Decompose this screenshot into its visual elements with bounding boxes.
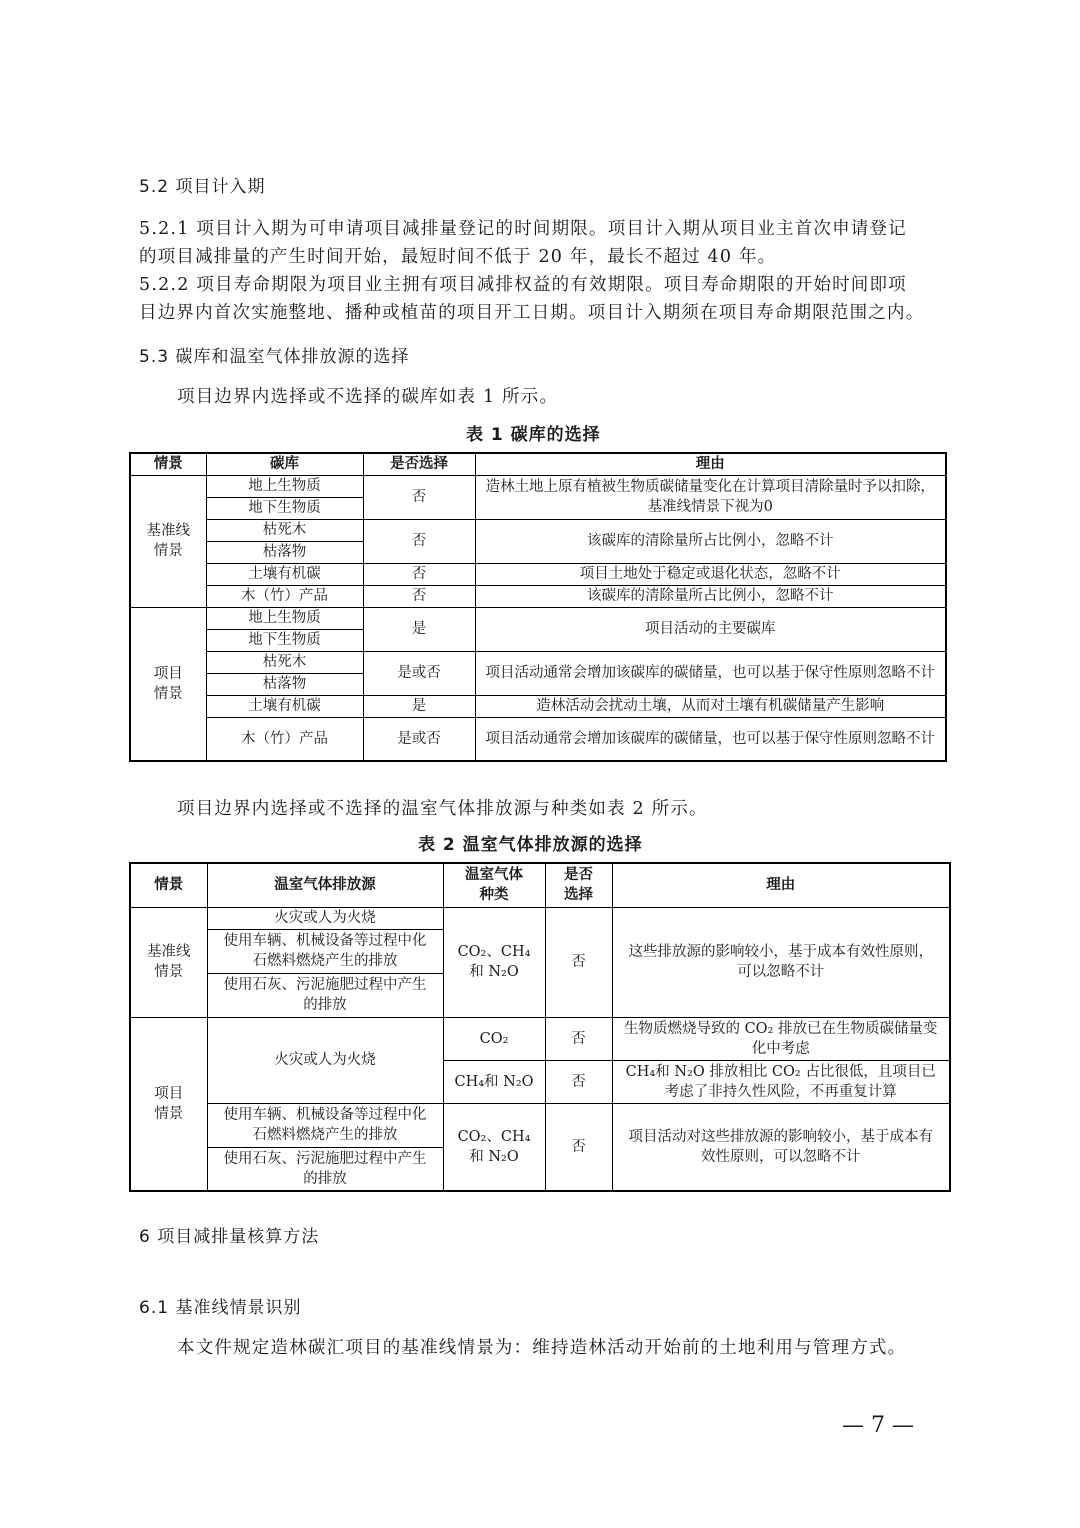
table-cell: 项目活动的主要碳库 (475, 607, 946, 651)
table-cell: 这些排放源的影响较小，基于成本有效性原则，可以忽略不计 (612, 907, 950, 1017)
table-cell: 项目土地处于稳定或退化状态，忽略不计 (475, 563, 946, 585)
table1-header-scenario: 情景 (130, 453, 206, 475)
table-cell: CO₂ (443, 1017, 545, 1060)
table-cell: 火灾或人为火烧 (207, 1017, 443, 1103)
table-cell: 木（竹）产品 (206, 585, 363, 607)
table-cell: 使用车辆、机械设备等过程中化石燃料燃烧产生的排放 (207, 1103, 443, 1147)
table2-header-reason: 理由 (612, 863, 950, 907)
paragraph-5-2-2-line1: 5.2.2 项目寿命期限为项目业主拥有项目减排权益的有效期限。项目寿命期限的开始时间即项 (139, 275, 907, 295)
table-cell: 否 (363, 475, 475, 519)
table2-intro: 项目边界内选择或不选择的温室气体排放源与种类如表 2 所示。 (177, 799, 708, 819)
section-5-2-heading: 5.2 项目计入期 (139, 177, 266, 197)
table-cell: 使用石灰、污泥施肥过程中产生的排放 (207, 1147, 443, 1191)
page-number: — 7 — (842, 1413, 914, 1438)
table-cell: 地上生物质 (206, 475, 363, 497)
paragraph-5-2-1-line1: 5.2.1 项目计入期为可申请项目减排量登记的时间期限。项目计入期从项目业主首次申请登记 (139, 219, 907, 239)
table-cell: 土壤有机碳 (206, 563, 363, 585)
table1-header-selected: 是否选择 (363, 453, 475, 475)
table2-header-gas: 温室气体种类 (443, 863, 545, 907)
section-6-heading: 6 项目减排量核算方法 (139, 1227, 320, 1247)
table-cell: 地上生物质 (206, 607, 363, 629)
table-cell: 是或否 (363, 651, 475, 695)
table2-header-scenario: 情景 (130, 863, 207, 907)
table-cell: CO₂、CH₄和 N₂O (443, 1103, 545, 1191)
table-cell: 是 (363, 607, 475, 651)
table-cell: 否 (545, 1060, 612, 1103)
table2-caption: 表 2 温室气体排放源的选择 (418, 835, 643, 855)
table1-caption: 表 1 碳库的选择 (466, 425, 601, 445)
table-cell: 否 (545, 907, 612, 1017)
table-cell: 项目活动通常会增加该碳库的碳储量，也可以基于保守性原则忽略不计 (475, 651, 946, 695)
table-cell: 使用车辆、机械设备等过程中化石燃料燃烧产生的排放 (207, 929, 443, 973)
table2-header-source: 温室气体排放源 (207, 863, 443, 907)
table-cell: 该碳库的清除量所占比例小，忽略不计 (475, 585, 946, 607)
table-cell: 使用石灰、污泥施肥过程中产生的排放 (207, 973, 443, 1017)
table-cell: CO₂、CH₄和 N₂O (443, 907, 545, 1017)
table-cell: 土壤有机碳 (206, 695, 363, 717)
table-cell: 地下生物质 (206, 497, 363, 519)
table-cell: 否 (363, 563, 475, 585)
table-cell: 造林活动会扰动土壤，从而对土壤有机碳储量产生影响 (475, 695, 946, 717)
table-cell: 是 (363, 695, 475, 717)
table1-baseline-scenario: 基准线情景 (130, 475, 206, 607)
carbon-pool-table (129, 452, 947, 762)
table-cell: 枯落物 (206, 673, 363, 695)
table2-header-selected: 是否选择 (545, 863, 612, 907)
table-cell: 造林土地上原有植被生物质碳储量变化在计算项目清除量时予以扣除，基准线情景下视为0 (475, 475, 946, 519)
paragraph-5-2-2-line2: 目边界内首次实施整地、播种或植苗的项目开工日期。项目计入期须在项目寿命期限范围之内。 (139, 303, 925, 323)
table-cell: 木（竹）产品 (206, 717, 363, 761)
table-cell: 该碳库的清除量所占比例小，忽略不计 (475, 519, 946, 563)
table2-project-scenario: 项目情景 (130, 1017, 207, 1191)
section-6-1-heading: 6.1 基准线情景识别 (139, 1298, 302, 1318)
table-cell: 项目活动通常会增加该碳库的碳储量，也可以基于保守性原则忽略不计 (475, 717, 946, 761)
table-cell: 否 (545, 1017, 612, 1060)
table-cell: 枯落物 (206, 541, 363, 563)
table1-header-reason: 理由 (475, 453, 946, 475)
table-cell: CH₄和 N₂O (443, 1060, 545, 1103)
table-cell: 枯死木 (206, 651, 363, 673)
table1-project-scenario: 项目情景 (130, 607, 206, 761)
emission-source-table (129, 862, 951, 1192)
table-cell: 火灾或人为火烧 (207, 907, 443, 929)
table1-intro: 项目边界内选择或不选择的碳库如表 1 所示。 (177, 387, 559, 407)
table-cell: CH₄和 N₂O 排放相比 CO₂ 占比很低，且项目已考虑了非持久性风险，不再重复计算 (612, 1060, 950, 1103)
table-cell: 枯死木 (206, 519, 363, 541)
table-cell: 生物质燃烧导致的 CO₂ 排放已在生物质碳储量变化中考虑 (612, 1017, 950, 1060)
paragraph-5-2-1-line2: 的项目减排量的产生时间开始，最短时间不低于 20 年，最长不超过 40 年。 (139, 247, 777, 267)
table-cell: 否 (363, 519, 475, 563)
table-cell: 否 (545, 1103, 612, 1191)
table-cell: 否 (363, 585, 475, 607)
table1-header-pool: 碳库 (206, 453, 363, 475)
section-5-3-heading: 5.3 碳库和温室气体排放源的选择 (139, 347, 410, 367)
table-cell: 地下生物质 (206, 629, 363, 651)
table2-baseline-scenario: 基准线情景 (130, 907, 207, 1017)
table-cell: 是或否 (363, 717, 475, 761)
table-cell: 项目活动对这些排放源的影响较小，基于成本有效性原则，可以忽略不计 (612, 1103, 950, 1191)
section-6-1-text: 本文件规定造林碳汇项目的基准线情景为：维持造林活动开始前的土地利用与管理方式。 (177, 1338, 907, 1358)
